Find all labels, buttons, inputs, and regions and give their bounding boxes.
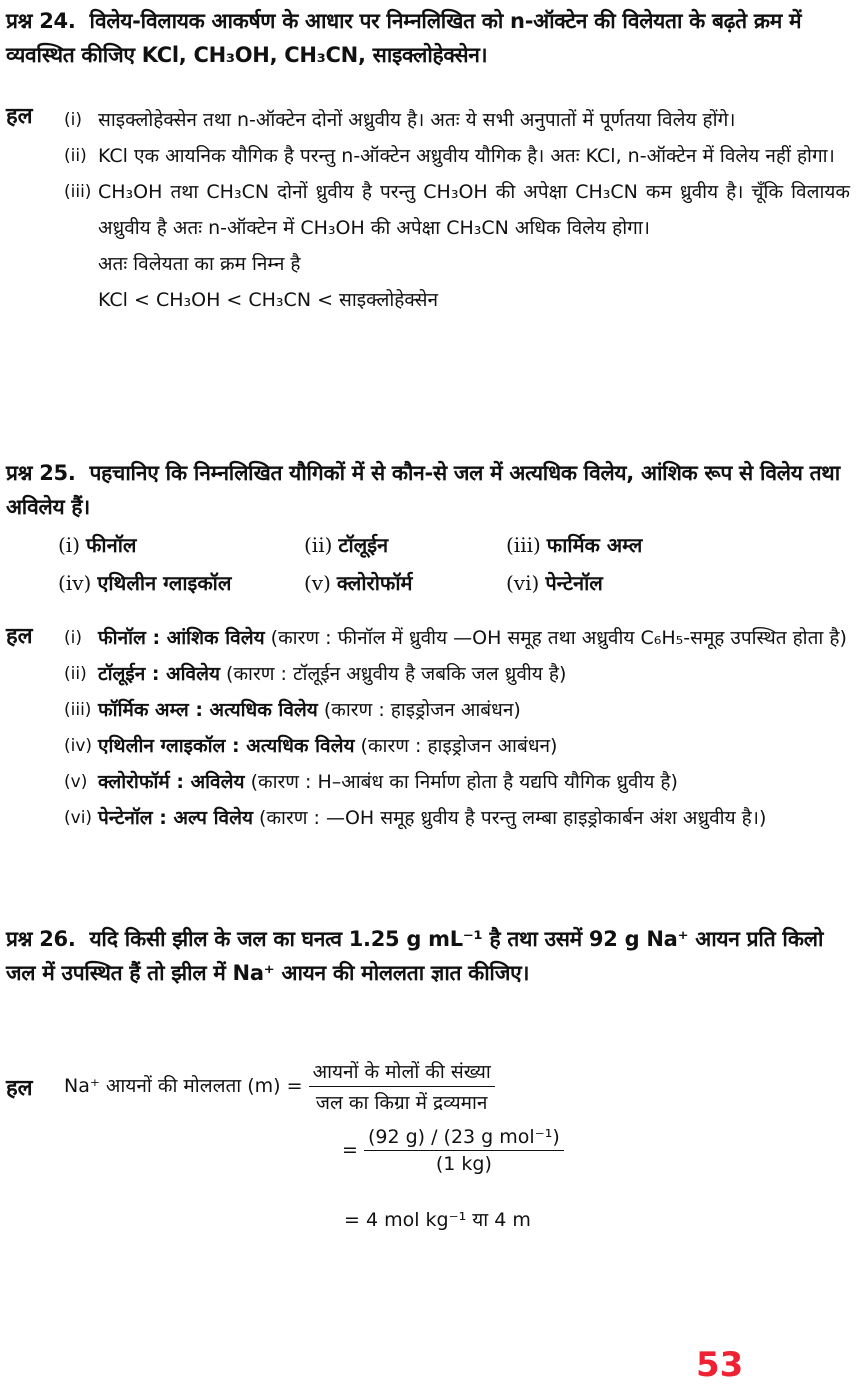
solution-item	[64, 102, 850, 138]
item-number: (iii)	[64, 182, 92, 202]
answer-item: (ii) टॉलूईन : अविलेय (कारण : टॉलूईन अध्रुवीय है जबकि जल ध्रुवीय है)	[64, 663, 567, 685]
answer-item: (iv) एथिलीन ग्लाइकॉल : अत्यधिक विलेय (कारण : हाइड्रोजन आबंधन)	[64, 735, 558, 757]
fraction-numerator: आयनों के मोलों की संख्या	[309, 1058, 495, 1087]
question-text: विलेय-विलायक आकर्षण के आधार पर निम्नलिखित को n-ऑक्टेन की विलेयता के बढ़ते क्रम में व्यवस्थित कीजिए KCl, CH₃OH, CH₃CN, साइक्लोहेक्सेन।	[6, 9, 802, 67]
solution-25	[64, 620, 850, 836]
equation-lhs: Na⁺ आयनों की मोललता (m) =	[64, 1075, 303, 1097]
question-24	[6, 4, 852, 72]
item-text: साइक्लोहेक्सेन तथा n-ऑक्टेन दोनों अध्रुवीय है। अतः ये सभी अनुपातों में पूर्णतया विलेय होंगे।	[98, 109, 736, 131]
calculation-step	[342, 1126, 564, 1175]
fraction-denominator: (1 kg)	[435, 1153, 492, 1175]
conclusion-text: अतः विलेयता का क्रम निम्न है	[98, 253, 301, 275]
question-text: पहचानिए कि निम्नलिखित यौगिकों में से कौन-से जल में अत्यधिक विलेय, आंशिक रूप से विलेय तथा अविलेय हैं।	[6, 461, 840, 519]
solution-label: हल	[6, 1076, 33, 1101]
question-label: प्रश्न 25.	[6, 461, 76, 485]
fraction-denominator: जल का किग्रा में द्रव्यमान	[315, 1092, 488, 1114]
fraction	[309, 1058, 495, 1115]
solution-item	[64, 138, 850, 174]
question-label: प्रश्न 26.	[6, 927, 76, 951]
solution-label: हल	[6, 624, 33, 649]
fraction-numerator: (92 g) / (23 g mol⁻¹)	[364, 1126, 564, 1151]
item-text: CH₃OH तथा CH₃CN दोनों ध्रुवीय है परन्तु CH₃OH की अपेक्षा CH₃CN कम ध्रुवीय है। चूँकि विलायक अध्रुवीय है अतः n-ऑक्टेन में CH₃OH की अपेक्षा CH₃CN अधिक विलेय होगा।	[98, 181, 850, 239]
option: (iii) फार्मिक अम्ल	[506, 533, 643, 557]
question-label: प्रश्न 24.	[6, 9, 76, 33]
equals-sign: =	[342, 1139, 358, 1161]
solution-item	[64, 174, 850, 246]
answer-item: (vi) पेन्टेनॉल : अल्प विलेय (कारण : —OH समूह ध्रुवीय है परन्तु लम्बा हाइड्रोकार्बन अंश अध्रुवीय है।)	[64, 807, 767, 829]
option: (i) फीनॉल	[58, 533, 137, 557]
question-25	[6, 456, 852, 524]
option: (vi) पेन्टेनॉल	[506, 571, 603, 595]
question-text: यदि किसी झील के जल का घनत्व 1.25 g mL⁻¹ है तथा उसमें 92 g Na⁺ आयन प्रति किलो जल में उपस्थित हैं तो झील में Na⁺ आयन की मोललता ज्ञात कीजिए।	[6, 927, 824, 985]
option: (iv) एथिलीन ग्लाइकॉल	[58, 571, 232, 595]
answer-item: (i) फीनॉल : आंशिक विलेय (कारण : फीनॉल में ध्रुवीय —OH समूह तथा अध्रुवीय C₆H₅-समूह उपस्थित होता है)	[64, 627, 847, 649]
item-number: (i)	[64, 110, 82, 130]
option: (v) क्लोरोफॉर्म	[304, 571, 413, 595]
solution-label: हल	[6, 104, 33, 129]
item-number: (ii)	[64, 146, 87, 166]
compound-options	[58, 526, 642, 602]
answer-item: (iii) फॉर्मिक अम्ल : अत्यधिक विलेय (कारण : हाइड्रोजन आबंधन)	[64, 699, 521, 721]
solubility-order: KCl < CH₃OH < CH₃CN < साइक्लोहेक्सेन	[98, 289, 438, 311]
answer-item: (v) क्लोरोफॉर्म : अविलेय (कारण : H–आबंध का निर्माण होता है यद्यपि यौगिक ध्रुवीय है)	[64, 771, 678, 793]
question-26	[6, 922, 852, 990]
fraction	[364, 1126, 564, 1175]
solution-24	[64, 102, 850, 318]
molality-equation	[64, 1058, 495, 1115]
result: = 4 mol kg⁻¹ या 4 m	[344, 1209, 531, 1231]
page-number: 53	[696, 1345, 744, 1385]
item-text: KCl एक आयनिक यौगिक है परन्तु n-ऑक्टेन अध्रुवीय यौगिक है। अतः KCl, n-ऑक्टेन में विलेय नहीं होगा।	[98, 145, 835, 167]
option: (ii) टॉलूईन	[304, 533, 389, 557]
